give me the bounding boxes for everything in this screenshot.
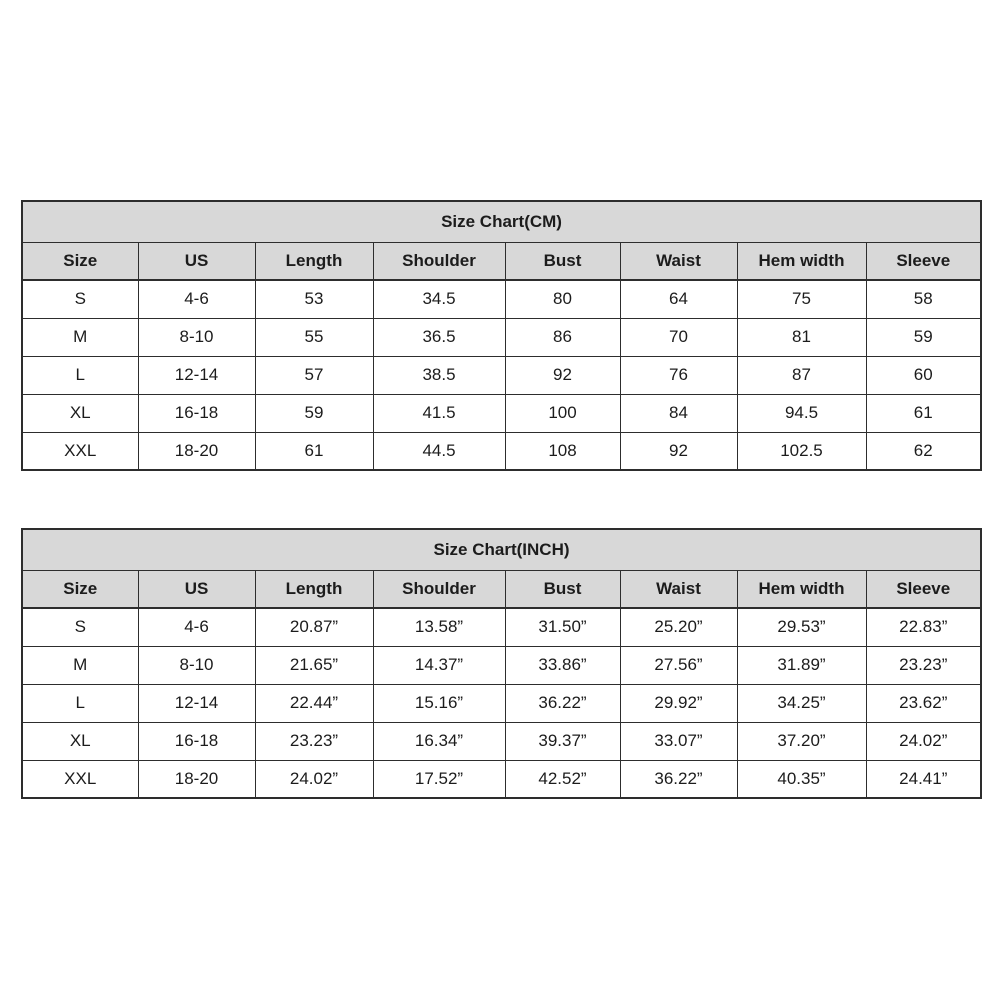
table-cell: 59 <box>255 394 373 432</box>
table-cell: 55 <box>255 318 373 356</box>
table-title: Size Chart(INCH) <box>22 529 981 570</box>
table-cell: 62 <box>866 432 981 470</box>
table-row <box>22 760 981 798</box>
table-cell: 86 <box>505 318 620 356</box>
table-cell: 20.87” <box>255 608 373 646</box>
table-cell: 18-20 <box>138 760 255 798</box>
table-cell: 22.44” <box>255 684 373 722</box>
table-cell: 12-14 <box>138 356 255 394</box>
column-header: Waist <box>620 570 737 608</box>
table-cell: XXL <box>22 432 138 470</box>
table-cell: 36.22” <box>620 760 737 798</box>
size-chart-cm-table <box>21 200 982 471</box>
column-header: Waist <box>620 242 737 280</box>
column-header: Size <box>22 570 138 608</box>
table-cell: 29.53” <box>737 608 866 646</box>
table-cell: 27.56” <box>620 646 737 684</box>
table-cell: 100 <box>505 394 620 432</box>
table-cell: 87 <box>737 356 866 394</box>
column-header: US <box>138 570 255 608</box>
table-cell: 23.23” <box>866 646 981 684</box>
table-cell: L <box>22 356 138 394</box>
table-cell: 60 <box>866 356 981 394</box>
table-title: Size Chart(CM) <box>22 201 981 242</box>
table-cell: 41.5 <box>373 394 505 432</box>
table-row <box>22 684 981 722</box>
table-cell: 25.20” <box>620 608 737 646</box>
table-cell: M <box>22 646 138 684</box>
table-cell: 31.89” <box>737 646 866 684</box>
table-title-row <box>22 201 981 242</box>
table-cell: 15.16” <box>373 684 505 722</box>
size-chart-inch-table <box>21 528 982 799</box>
table-cell: 33.07” <box>620 722 737 760</box>
table-cell: 34.5 <box>373 280 505 318</box>
table-cell: 4-6 <box>138 608 255 646</box>
table-cell: 16.34” <box>373 722 505 760</box>
table-cell: 39.37” <box>505 722 620 760</box>
table-cell: 42.52” <box>505 760 620 798</box>
table-row <box>22 280 981 318</box>
column-header: Bust <box>505 242 620 280</box>
table-row <box>22 646 981 684</box>
table-cell: S <box>22 608 138 646</box>
table-row <box>22 356 981 394</box>
table-cell: 17.52” <box>373 760 505 798</box>
table-cell: 4-6 <box>138 280 255 318</box>
table-cell: 33.86” <box>505 646 620 684</box>
table-cell: 8-10 <box>138 646 255 684</box>
table-cell: 37.20” <box>737 722 866 760</box>
table-row <box>22 394 981 432</box>
table-cell: 75 <box>737 280 866 318</box>
table-cell: 14.37” <box>373 646 505 684</box>
table-cell: 80 <box>505 280 620 318</box>
table-cell: 57 <box>255 356 373 394</box>
table-cell: 38.5 <box>373 356 505 394</box>
table-cell: 31.50” <box>505 608 620 646</box>
table-cell: 102.5 <box>737 432 866 470</box>
table-cell: 92 <box>505 356 620 394</box>
table-row <box>22 608 981 646</box>
table-cell: L <box>22 684 138 722</box>
column-header: Hem width <box>737 242 866 280</box>
table-cell: 16-18 <box>138 722 255 760</box>
table-cell: 70 <box>620 318 737 356</box>
table-row <box>22 722 981 760</box>
table-cell: 23.23” <box>255 722 373 760</box>
table-cell: 94.5 <box>737 394 866 432</box>
table-cell: M <box>22 318 138 356</box>
table-cell: 36.5 <box>373 318 505 356</box>
column-header: Bust <box>505 570 620 608</box>
table-cell: 61 <box>866 394 981 432</box>
column-header: US <box>138 242 255 280</box>
table-title-row <box>22 529 981 570</box>
column-header: Hem width <box>737 570 866 608</box>
table-cell: 84 <box>620 394 737 432</box>
table-cell: XL <box>22 722 138 760</box>
table-cell: 36.22” <box>505 684 620 722</box>
table-cell: 12-14 <box>138 684 255 722</box>
table-row <box>22 432 981 470</box>
table-cell: 29.92” <box>620 684 737 722</box>
table-cell: 18-20 <box>138 432 255 470</box>
column-header: Length <box>255 242 373 280</box>
table-cell: 64 <box>620 280 737 318</box>
table-cell: 24.41” <box>866 760 981 798</box>
table-cell: 92 <box>620 432 737 470</box>
table-cell: 61 <box>255 432 373 470</box>
column-header: Sleeve <box>866 570 981 608</box>
table-header-row <box>22 570 981 608</box>
table-row <box>22 318 981 356</box>
column-header: Length <box>255 570 373 608</box>
table-cell: 81 <box>737 318 866 356</box>
table-cell: S <box>22 280 138 318</box>
table-cell: XL <box>22 394 138 432</box>
table-cell: 24.02” <box>866 722 981 760</box>
table-cell: 76 <box>620 356 737 394</box>
column-header: Shoulder <box>373 242 505 280</box>
table-cell: 13.58” <box>373 608 505 646</box>
table-cell: 24.02” <box>255 760 373 798</box>
column-header: Shoulder <box>373 570 505 608</box>
table-cell: 44.5 <box>373 432 505 470</box>
table-cell: 22.83” <box>866 608 981 646</box>
table-cell: 59 <box>866 318 981 356</box>
table-cell: 108 <box>505 432 620 470</box>
table-cell: 34.25” <box>737 684 866 722</box>
table-cell: 53 <box>255 280 373 318</box>
column-header: Sleeve <box>866 242 981 280</box>
table-cell: 8-10 <box>138 318 255 356</box>
table-cell: 21.65” <box>255 646 373 684</box>
table-header-row <box>22 242 981 280</box>
table-cell: 40.35” <box>737 760 866 798</box>
table-cell: 16-18 <box>138 394 255 432</box>
table-cell: 23.62” <box>866 684 981 722</box>
column-header: Size <box>22 242 138 280</box>
table-cell: 58 <box>866 280 981 318</box>
table-cell: XXL <box>22 760 138 798</box>
